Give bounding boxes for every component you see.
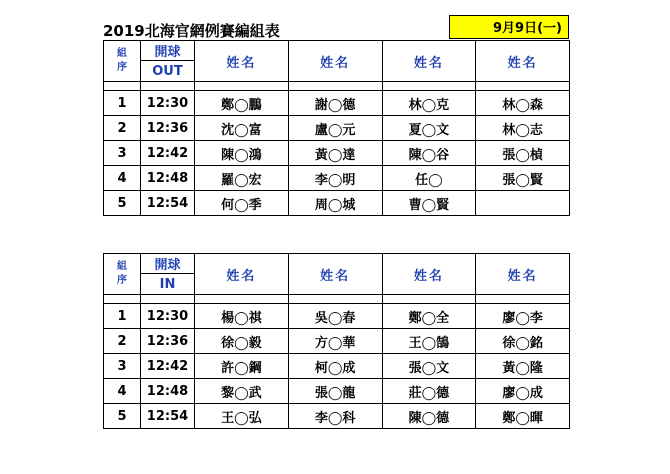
tee-time: 12:42 [141,354,195,379]
player-name: 林◯森 [476,91,570,116]
table-row [104,304,570,329]
group-number: 1 [104,91,141,116]
tee-time: 12:42 [141,141,195,166]
name-header: 姓名 [476,41,570,82]
in-rows [104,304,570,429]
table-row [104,166,570,191]
player-name: 張◯楨 [476,141,570,166]
tee-time: 12:36 [141,329,195,354]
name-header: 姓名 [382,41,476,82]
name-header: 姓名 [382,254,476,295]
group-header [104,254,141,295]
player-name: 林◯志 [476,116,570,141]
out-table [103,40,570,216]
player-name: 黎◯武 [195,379,289,404]
player-name: 羅◯宏 [195,166,289,191]
group-number: 5 [104,404,141,429]
name-header: 姓名 [288,41,382,82]
player-name: 陳◯德 [382,404,476,429]
group-header-bottom: 序 [117,275,127,286]
group-number: 1 [104,304,141,329]
group-number: 2 [104,329,141,354]
player-name: 黃◯達 [288,141,382,166]
name-header: 姓名 [195,254,289,295]
tee-off-header: 開球 [141,254,195,274]
player-name: 任◯ [382,166,476,191]
table-row [104,354,570,379]
player-name: 廖◯成 [476,379,570,404]
player-name: 黃◯隆 [476,354,570,379]
table-row [104,379,570,404]
player-name [476,191,570,216]
name-header: 姓名 [195,41,289,82]
name-header: 姓名 [476,254,570,295]
player-name: 王◯鵠 [382,329,476,354]
in-table [103,253,570,429]
player-name: 方◯華 [288,329,382,354]
player-name: 張◯龍 [288,379,382,404]
tee-off-header: 開球 [141,41,195,61]
player-name: 張◯文 [382,354,476,379]
tee-time: 12:36 [141,116,195,141]
player-name: 謝◯德 [288,91,382,116]
date-box [449,15,569,39]
player-name: 周◯城 [288,191,382,216]
player-name: 李◯科 [288,404,382,429]
tee-time: 12:48 [141,166,195,191]
tee-time: 12:54 [141,191,195,216]
tee-time: 12:54 [141,404,195,429]
table-row [104,141,570,166]
player-name: 莊◯德 [382,379,476,404]
date-label: 9月9日(一) [493,21,562,36]
group-number: 3 [104,354,141,379]
player-name: 鄭◯全 [382,304,476,329]
group-header-bottom: 序 [117,62,127,73]
player-name: 盧◯元 [288,116,382,141]
side-label: OUT [141,61,195,82]
group-number: 4 [104,379,141,404]
player-name: 徐◯銘 [476,329,570,354]
player-name: 李◯明 [288,166,382,191]
player-name: 夏◯文 [382,116,476,141]
table-row [104,116,570,141]
player-name: 王◯弘 [195,404,289,429]
tee-time: 12:30 [141,91,195,116]
player-name: 陳◯谷 [382,141,476,166]
player-name: 陳◯鴻 [195,141,289,166]
player-name: 鄭◯暉 [476,404,570,429]
name-header: 姓名 [288,254,382,295]
player-name: 鄭◯鵬 [195,91,289,116]
table-row [104,191,570,216]
player-name: 廖◯李 [476,304,570,329]
group-header-top: 組 [117,48,127,59]
group-number: 5 [104,191,141,216]
group-number: 2 [104,116,141,141]
player-name: 何◯季 [195,191,289,216]
side-label: IN [141,274,195,295]
player-name: 林◯克 [382,91,476,116]
player-name: 許◯鋼 [195,354,289,379]
player-name: 沈◯富 [195,116,289,141]
tee-time: 12:30 [141,304,195,329]
table-row [104,91,570,116]
group-number: 3 [104,141,141,166]
table-row [104,329,570,354]
player-name: 張◯賢 [476,166,570,191]
page-title: 2019北海官網例賽編組表 [103,22,280,40]
out-rows [104,91,570,216]
player-name: 柯◯成 [288,354,382,379]
table-row [104,404,570,429]
player-name: 徐◯毅 [195,329,289,354]
group-header-top: 組 [117,261,127,272]
player-name: 曹◯賢 [382,191,476,216]
group-number: 4 [104,166,141,191]
tee-time: 12:48 [141,379,195,404]
player-name: 吳◯春 [288,304,382,329]
group-header [104,41,141,82]
player-name: 楊◯祺 [195,304,289,329]
